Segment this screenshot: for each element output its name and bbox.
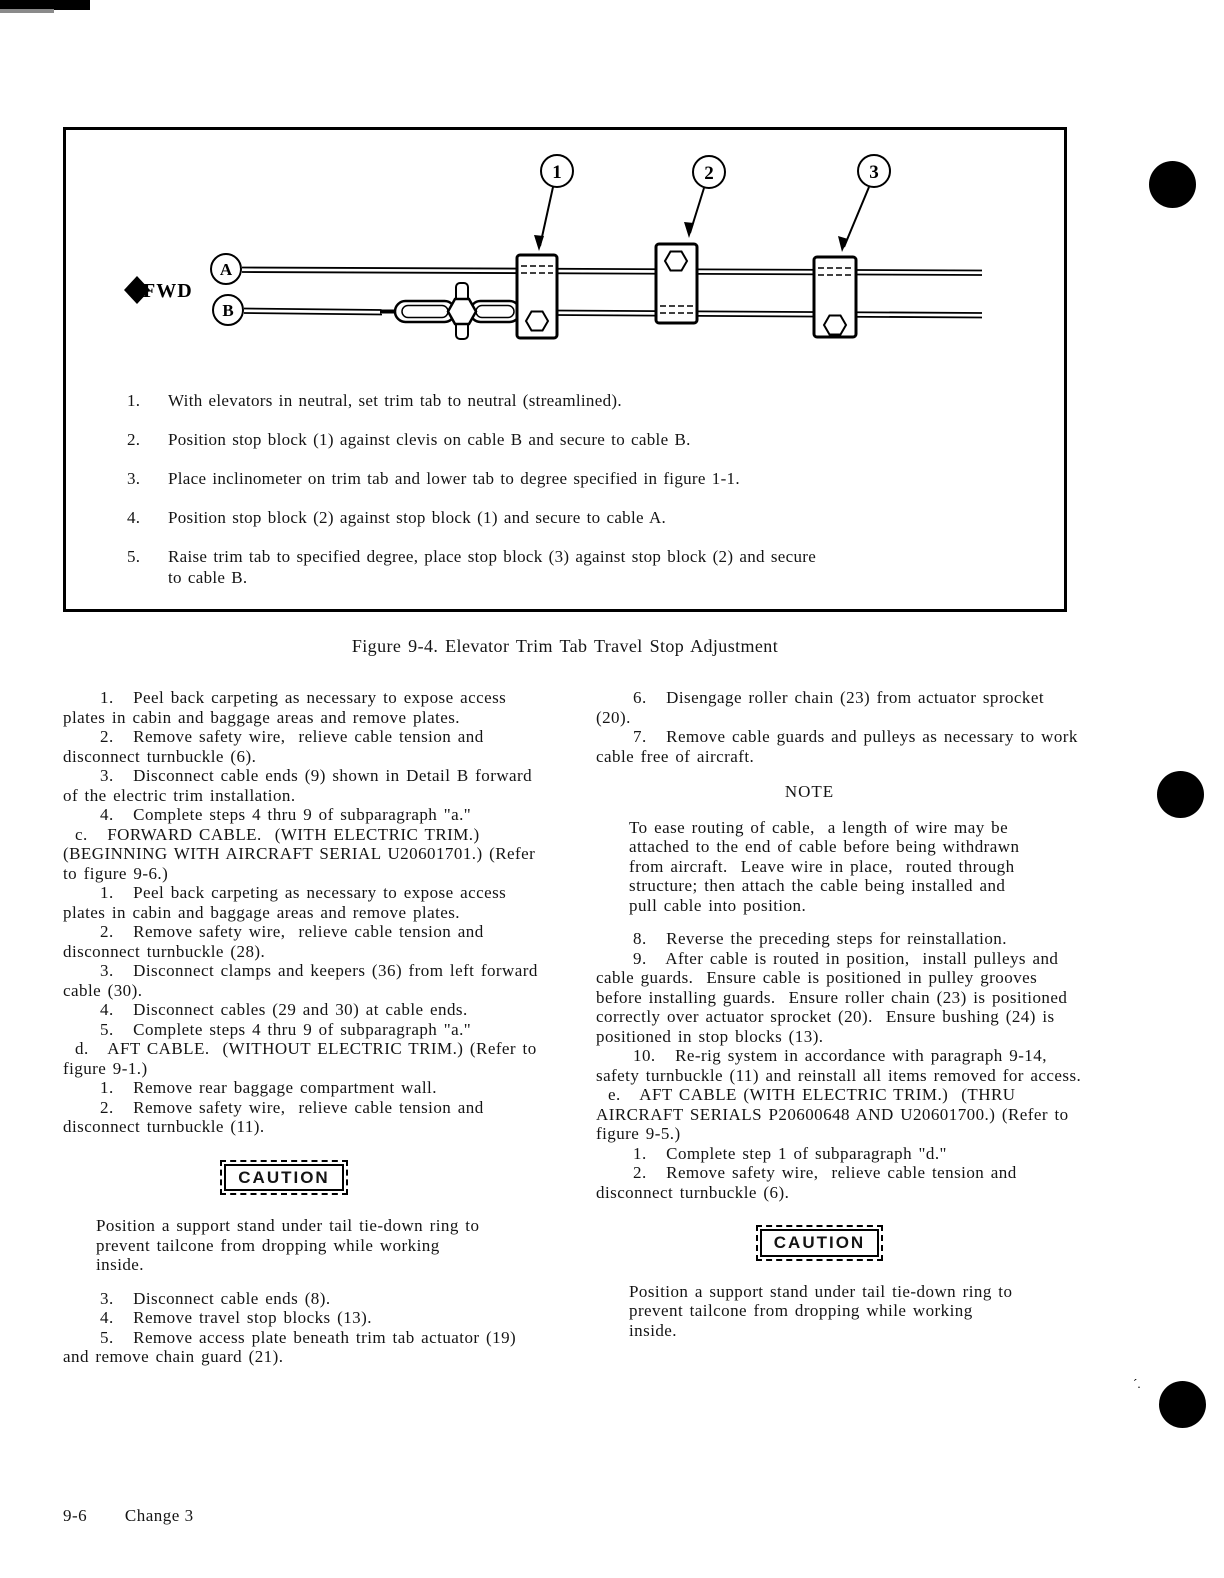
body-step: 10. Re-rig system in accordance with paragraph 9-14, safety turnbuckle (11) and reinstall all items removed for access. [596, 1046, 1082, 1085]
page-footer [63, 1506, 194, 1526]
callout-1 [534, 155, 573, 251]
cable-b-line [244, 309, 982, 318]
body-step: 2. Remove safety wire, relieve cable tension and disconnect turnbuckle (11). [63, 1097, 491, 1136]
figure-caption: Figure 9-4. Elevator Trim Tab Travel Stop Adjustment [351, 636, 779, 656]
caution-label: CAUTION [224, 1164, 343, 1192]
binder-dot-icon [1159, 1381, 1206, 1428]
turnbuckle [380, 283, 520, 339]
body-step: 1. Peel back carpeting as necessary to expose access plates in cabin and baggage areas and remove plates. [63, 688, 513, 727]
figure-step [66, 546, 1064, 588]
indented-text: Position a support stand under tail tie-down ring to prevent tailcone from dropping while working inside. [96, 1216, 486, 1274]
binder-dot-icon [1157, 771, 1204, 818]
svg-text:A: A [219, 260, 233, 279]
figure-step [66, 390, 1064, 411]
footer-change-label: Change 3 [124, 1506, 194, 1525]
body-step: 1. Remove rear baggage compartment wall. [100, 1078, 437, 1097]
figure-step-number: 1. [127, 391, 141, 410]
caution-box-wrap [63, 1164, 505, 1192]
body-step: 7. Remove cable guards and pulleys as necessary to work cable free of aircraft. [596, 727, 1085, 766]
body-step: 3. Disconnect cable ends (8). [100, 1288, 331, 1308]
caution-box-wrap [596, 1229, 1043, 1257]
body-step: 2. Remove safety wire, relieve cable tension and disconnect turnbuckle (6). [63, 727, 491, 766]
callout-2 [684, 156, 725, 238]
figure-step-text: Raise trim tab to specified degree, place stop block (3) against stop block (2) and secure to cable B. [168, 547, 817, 587]
svg-text:FWD: FWD [143, 280, 193, 302]
figure-step-text: Position stop block (2) against stop block (1) and secure to cable A. [168, 508, 667, 527]
body-step: 5. Complete steps 4 thru 9 of subparagraph "a." [100, 1019, 472, 1039]
note-heading: NOTE [784, 782, 835, 801]
figure-step-text: Position stop block (1) against clevis on cable B and secure to cable B. [168, 430, 691, 449]
scan-speck: ´. [1133, 1376, 1141, 1391]
column-left [63, 688, 545, 1367]
body-step: 3. Disconnect cable ends (9) shown in Detail B forward of the electric trim installation. [63, 766, 539, 805]
figure-step-list [66, 390, 1064, 606]
stop-block-1 [517, 255, 557, 338]
cable-b-label [213, 295, 243, 325]
svg-text:1: 1 [552, 162, 562, 183]
svg-text:2: 2 [704, 163, 714, 184]
caution-label: CAUTION [760, 1229, 879, 1257]
body-step: 1. Peel back carpeting as necessary to expose access plates in cabin and baggage areas and remove plates. [63, 883, 513, 922]
figure-step-number: 2. [127, 430, 141, 449]
indented-text: Position a support stand under tail tie-down ring to prevent tailcone from dropping while working inside. [629, 1281, 1019, 1340]
binder-dot-icon [1149, 161, 1196, 208]
callout-3 [838, 155, 890, 252]
subparagraph-heading: d. AFT CABLE. (WITHOUT ELECTRIC TRIM.) (Refer to figure 9-1.) [63, 1039, 544, 1078]
body-step: 2. Remove safety wire, relieve cable tension and disconnect turnbuckle (28). [63, 922, 491, 961]
figure-step-text: With elevators in neutral, set trim tab to neutral (streamlined). [168, 391, 622, 410]
body-step: 1. Complete step 1 of subparagraph "d." [633, 1143, 947, 1163]
subparagraph-heading: c. FORWARD CABLE. (WITH ELECTRIC TRIM.) (BEGINNING WITH AIRCRAFT SERIAL U20601701.) (Refer to figure 9-6.) [63, 824, 542, 883]
body-step: 6. Disengage roller chain (23) from actuator sprocket (20). [596, 688, 1051, 727]
body-step: 4. Remove travel stop blocks (13). [100, 1308, 372, 1327]
figure-step [66, 429, 1064, 450]
stop-block-3 [814, 257, 856, 337]
body-step: 8. Reverse the preceding steps for reinstallation. [633, 929, 1007, 948]
footer-page-number: 9-6 [63, 1506, 88, 1525]
svg-text:B: B [222, 301, 234, 320]
figure-step-number: 5. [127, 547, 141, 566]
fwd-arrow-icon [124, 276, 193, 304]
figure-step-number: 3. [127, 469, 141, 488]
figure-step [66, 507, 1064, 528]
body-step: 4. Disconnect cables (29 and 30) at cable ends. [100, 1000, 468, 1019]
subparagraph-heading: e. AFT CABLE (WITH ELECTRIC TRIM.) (THRU AIRCRAFT SERIALS P20600648 AND U20601700.) (Refer to figure 9-5.) [596, 1085, 1076, 1143]
svg-text:3: 3 [869, 162, 879, 183]
figure-step-text: Place inclinometer on trim tab and lower tab to degree specified in figure 1-1. [168, 469, 740, 488]
stop-block-2 [656, 244, 697, 323]
cable-a-line [242, 268, 982, 276]
figure-step-number: 4. [127, 508, 141, 527]
trim-tab-diagram [66, 130, 1064, 388]
figure-box [63, 127, 1067, 612]
body-step: 2. Remove safety wire, relieve cable tension and disconnect turnbuckle (6). [596, 1163, 1024, 1202]
cable-a-label [211, 254, 241, 284]
body-step: 9. After cable is routed in position, install pulleys and cable guards. Ensure cable is positioned in pulley grooves before installing guards. Ensure roller chain (23) is positioned correctly over actuator sprocket (20). Ensure bushing (24) is positioned in stop blocks (13). [596, 948, 1074, 1046]
body-step: 5. Remove access plate beneath trim tab actuator (19) and remove chain guard (21). [63, 1327, 523, 1366]
column-right [596, 688, 1083, 1354]
scan-artifact-bar-shadow [0, 9, 54, 13]
indented-text: To ease routing of cable, a length of wire may be attached to the end of cable before being withdrawn from aircraft. Leave wire in place, routed through structure; then attach the cable being installed and pull cable into position. [629, 817, 1026, 915]
figure-step [66, 468, 1064, 489]
body-step: 3. Disconnect clamps and keepers (36) from left forward cable (30). [63, 961, 545, 1000]
body-step: 4. Complete steps 4 thru 9 of subparagraph "a." [100, 805, 472, 824]
